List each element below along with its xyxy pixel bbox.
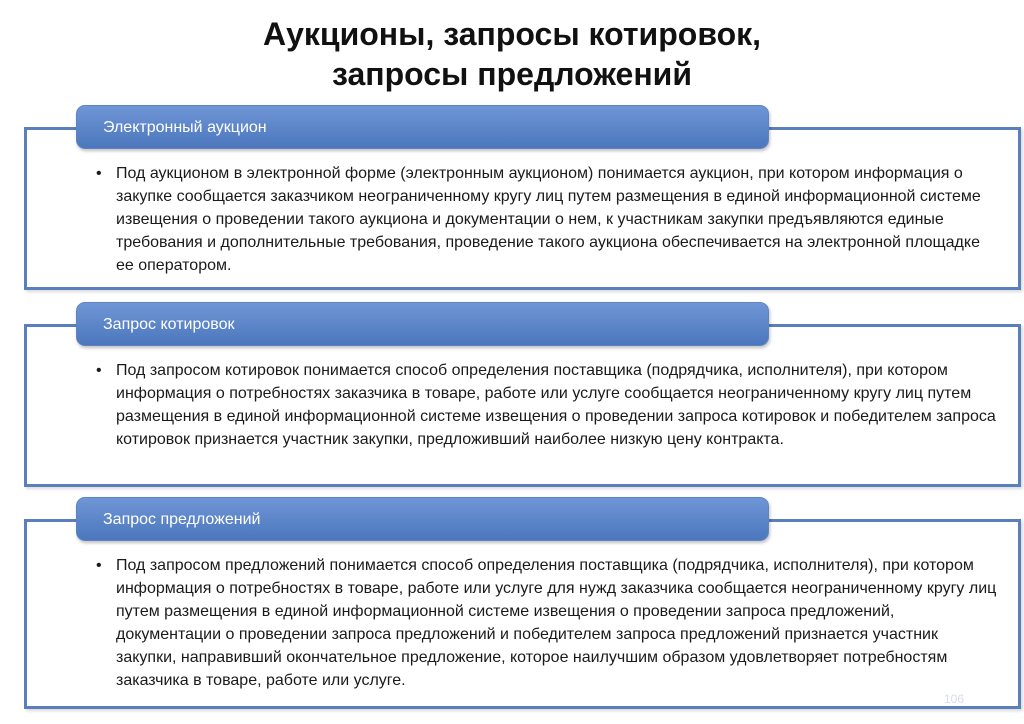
section-body [96, 359, 1001, 451]
section-header: Запрос котировок [76, 302, 769, 346]
page-number: 106 [943, 692, 964, 706]
bullet: • [96, 362, 102, 379]
section-quotation-request [24, 302, 1021, 492]
section-header: Электронный аукцион [76, 105, 769, 149]
section-body [96, 162, 1001, 277]
bullet: • [96, 165, 102, 182]
section-text: Под аукционом в электронной форме (электронным аукционом) понимается аукцион, при котором информация о закупке сообщается заказчиком неограниченному кругу лиц путем размещения в единой информационной системе извещения о проведении такого аукциона и документации о нем, к участникам закупки предъявляются единые требования и дополнительные требования, проведение такого аукциона обеспечивается на электронной площадке ее оператором. [116, 165, 981, 274]
section-text: Под запросом котировок понимается способ определения поставщика (подрядчика, исполнителя), при котором информация о потребностях заказчика в товаре, работе или услуге сообщается неограниченному кругу лиц путем размещения в единой информационной системе извещения о проведении запроса котировок и победителем запроса котировок признается участник закупки, предложивший наиболее низкую цену контракта. [116, 362, 996, 448]
section-header: Запрос предложений [76, 497, 769, 541]
section-body [96, 554, 1001, 692]
page-title [0, 14, 1024, 94]
page-title-line-2: запросы предложений [331, 56, 693, 92]
section-electronic-auction [24, 105, 1021, 295]
section-text: Под запросом предложений понимается способ определения поставщика (подрядчика, исполнителя), при котором информация о потребностях в товаре, работе или услуге для нужд заказчика сообщается неограниченному кругу лиц путем размещения в единой информационной системе извещения о проведении запроса предложений, документации о проведении запроса предложений и победителем запроса предложений признается участник закупки, направивший окончательное предложение, которое наилучшим образом удовлетворяет потребностям заказчика в товаре, работе или услуге. [116, 557, 997, 689]
bullet: • [96, 557, 102, 574]
page-title-line-1: Аукционы, запросы котировок, [262, 16, 762, 52]
section-proposal-request [24, 497, 1021, 713]
